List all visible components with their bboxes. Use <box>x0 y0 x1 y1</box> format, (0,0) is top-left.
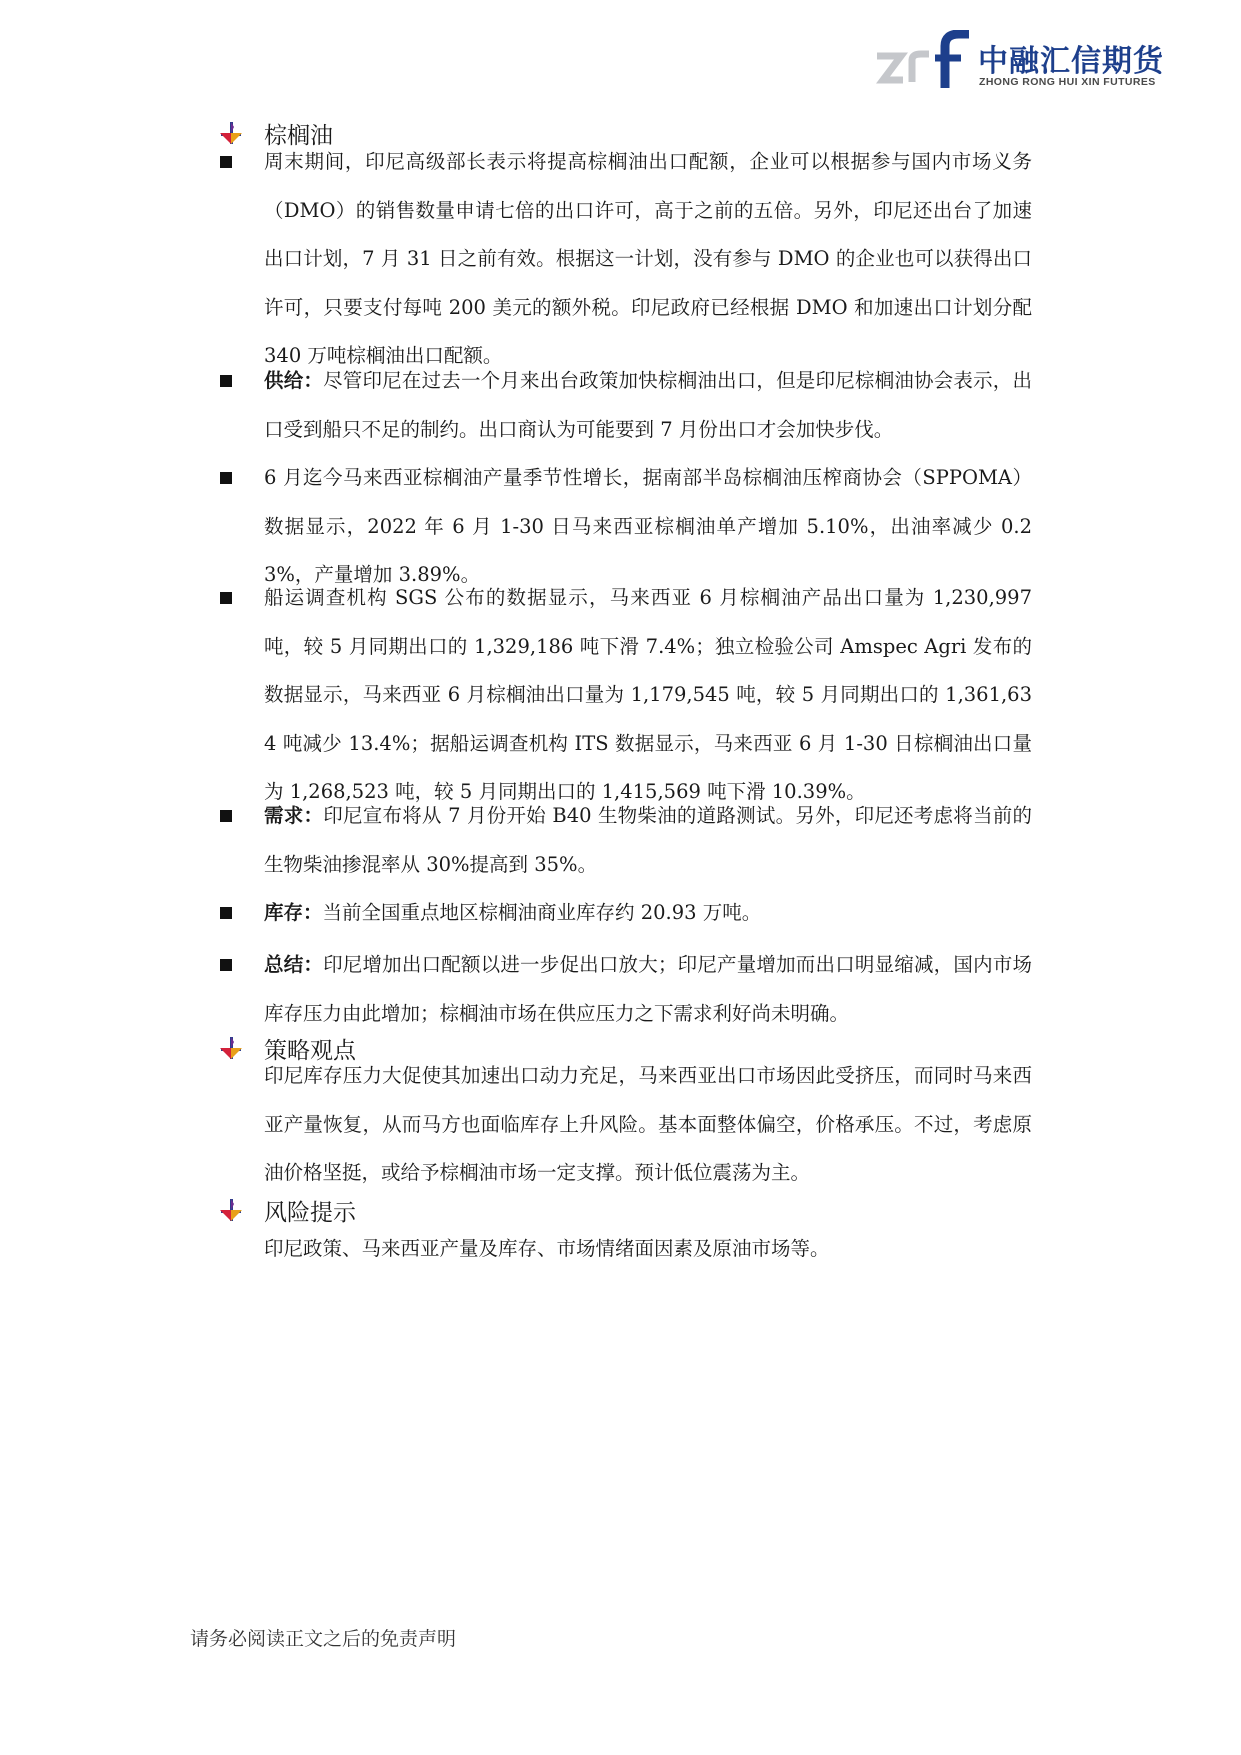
footer-disclaimer: 请务必阅读正文之后的免责声明 <box>190 1628 457 1650</box>
compass-arrow-icon <box>220 121 242 145</box>
section-heading-risk <box>220 1190 356 1230</box>
bullet-body: 印尼增加出口配额以进一步促出口放大；印尼产量增加而出口明显缩减，国内市场库存压力由此增加；棕榈油市场在供应压力之下需求利好尚未明确。 <box>264 953 1032 1025</box>
bullet-text <box>264 138 1032 381</box>
bullet-text <box>264 941 1032 1038</box>
square-bullet-icon <box>220 959 232 971</box>
square-bullet-icon <box>220 375 232 387</box>
logo-chinese-name: 中融汇信期货 <box>978 44 1164 79</box>
strategy-paragraph: 印尼库存压力大促使其加速出口动力充足，马来西亚出口市场因此受挤压，而同时马来西亚产量恢复，从而马方也面临库存上升风险。基本面整体偏空，价格承压。不过，考虑原油价格坚挺，或给予棕榈油市场一定支撑。预计低位震荡为主。 <box>264 1064 1032 1184</box>
square-bullet-icon <box>220 810 232 822</box>
bullet-text <box>264 357 1032 454</box>
zrf-logo-mark <box>875 30 975 92</box>
risk-paragraph: 印尼政策、马来西亚产量及库存、市场情绪面因素及原油市场等。 <box>264 1237 830 1260</box>
section-title: 策略观点 <box>264 1037 356 1064</box>
bullet-text <box>264 889 1032 938</box>
bullet-body: 6 月迄今马来西亚棕榈油产量季节性增长，据南部半岛棕榈油压榨商协会（SPPOMA）数据显示，2022 年 6 月 1-30 日马来西亚棕榈油单产增加 5.10%，出油率减少 0.23%，产量增加 3.89%。 <box>264 466 1032 586</box>
bullet-body: 当前全国重点地区棕榈油商业库存约 20.93 万吨。 <box>322 901 762 924</box>
square-bullet-icon <box>220 156 232 168</box>
compass-arrow-icon <box>220 1036 242 1060</box>
bullet-text <box>264 792 1032 889</box>
bullet-text <box>264 574 1032 817</box>
bullet-body: 船运调查机构 SGS 公布的数据显示，马来西亚 6 月棕榈油产品出口量为 1,230,997 吨，较 5 月同期出口的 1,329,186 吨下滑 7.4%；独立检验公司 Amspec Agri 发布的数据显示，马来西亚 6 月棕榈油出口量为 1,179,545 吨，较 5 月同期出口的 1,361,634 吨减少 13.4%；据船运调查机构 ITS 数据显示，马来西亚 6 月 1-30 日棕榈油出口量为 1,268,523 吨，较 5 月同期出口的 1,415,569 吨下滑 10.39%。 <box>264 586 1032 803</box>
square-bullet-icon <box>220 592 232 604</box>
square-bullet-icon <box>220 907 232 919</box>
bullet-body: 尽管印尼在过去一个月来出台政策加快棕榈油出口，但是印尼棕榈油协会表示，出口受到船只不足的制约。出口商认为可能要到 7 月份出口才会加快步伐。 <box>264 369 1032 441</box>
bullet-label: 需求： <box>264 804 324 827</box>
bullet-label: 库存： <box>264 901 323 924</box>
bullet-body: 周末期间，印尼高级部长表示将提高棕榈油出口配额，企业可以根据参与国内市场义务（DMO）的销售数量申请七倍的出口许可，高于之前的五倍。另外，印尼还出台了加速出口计划，7 月 31 日之前有效。根据这一计划，没有参与 DMO 的企业也可以获得出口许可，只要支付每吨 200 美元的额外税。印尼政府已经根据 DMO 和加速出口计划分配 340 万吨棕榈油出口配额。 <box>264 150 1032 367</box>
bullet-label: 供给： <box>264 369 324 392</box>
bullet-body: 印尼宣布将从 7 月份开始 B40 生物柴油的道路测试。另外，印尼还考虑将当前的生物柴油掺混率从 30%提高到 35%。 <box>264 804 1032 876</box>
company-logo <box>875 30 1165 92</box>
compass-arrow-icon <box>220 1198 242 1222</box>
square-bullet-icon <box>220 472 232 484</box>
logo-english-name: ZHONG RONG HUI XIN FUTURES <box>979 76 1156 88</box>
section-title: 棕榈油 <box>264 122 333 149</box>
section-title: 风险提示 <box>264 1199 356 1226</box>
bullet-label: 总结： <box>264 953 324 976</box>
